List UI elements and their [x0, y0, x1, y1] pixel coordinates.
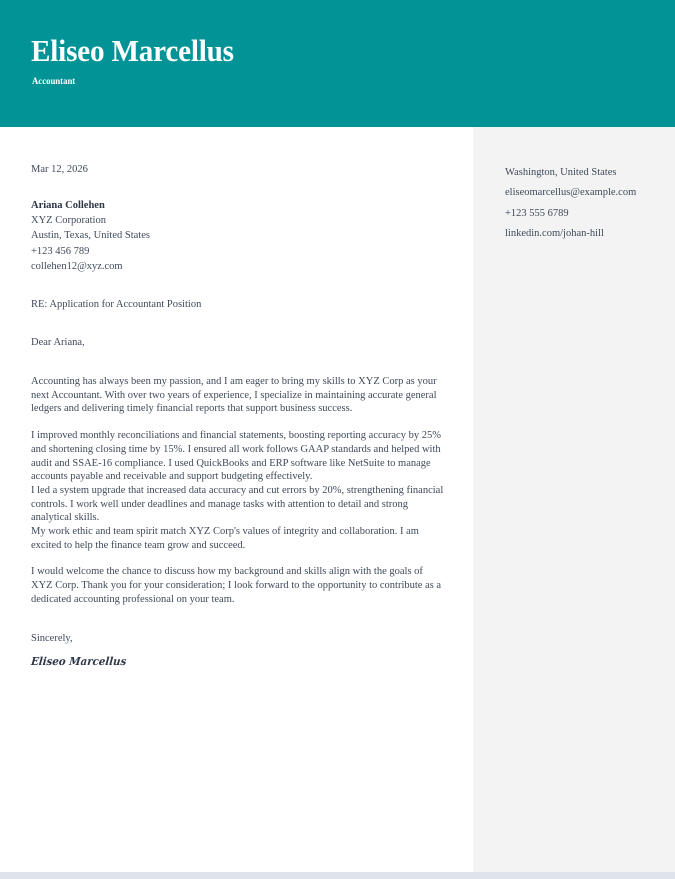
recipient-phone: +123 456 789 — [31, 245, 90, 257]
recipient-email: collehen12@xyz.com — [31, 260, 123, 272]
body-paragraph: Accounting has always been my passion, and I am eager to bring my skills to XYZ Corp as your next Accountant. With over two years of experience, I specialize in maintaining accurate general ledgers and delivering timely financial reports that support business success. — [31, 376, 437, 415]
job-title-subtitle: Accountant — [32, 77, 76, 87]
contact-list — [505, 163, 665, 244]
contact-email[interactable]: eliseomarcellus@example.com — [505, 187, 637, 199]
recipient-company: XYZ Corporation — [31, 215, 106, 227]
letter-closing — [31, 632, 445, 669]
recipient-location: Austin, Texas, United States — [31, 230, 150, 242]
letter-salutation: Dear Ariana, — [31, 337, 85, 349]
recipient-name: Ariana Collehen — [31, 200, 105, 211]
letter-date: Mar 12, 2026 — [31, 164, 88, 175]
page-title: Eliseo Marcellus — [31, 33, 234, 68]
letter-body-column — [0, 127, 473, 872]
contact-linkedin[interactable]: linkedin.com/johan-hill — [505, 227, 604, 239]
signature: Eliseo Marcellus — [30, 654, 127, 668]
contact-phone: +123 555 6789 — [505, 207, 569, 219]
recipient-block — [31, 198, 445, 274]
body-paragraph: I improved monthly reconciliations and financial statements, boosting reporting accuracy by 25% and shortening closing time by 15%. I ensured all work follows GAAP standards and helped with audit and SSAE-16 compliance. I used QuickBooks and ERP software like NetSuite to manage accounts payable and receivable and support budgeting effectively. — [31, 430, 441, 483]
body-paragraph: My work ethic and team spirit match XYZ Corp's values of integrity and collaboration. I am excited to help the finance team grow and succeed. — [31, 526, 419, 551]
body-paragraph: I would welcome the chance to discuss how my background and skills align with the goals of XYZ Corp. Thank you for your consideration; I look forward to the opportunity to contribute as a dedicated accounting professional on your team. — [31, 566, 442, 605]
closing-word: Sincerely, — [31, 632, 73, 644]
letterhead-banner — [0, 0, 675, 127]
letter-body — [31, 375, 445, 607]
contact-sidebar — [473, 127, 675, 872]
contact-location: Washington, United States — [505, 167, 617, 178]
letter-subject: RE: Application for Accountant Position — [31, 299, 202, 311]
body-paragraph: I led a system upgrade that increased data accuracy and cut errors by 20%, strengthening financial controls. I work well under deadlines and manage tasks with attention to detail and strong analytical skills. — [31, 484, 444, 524]
